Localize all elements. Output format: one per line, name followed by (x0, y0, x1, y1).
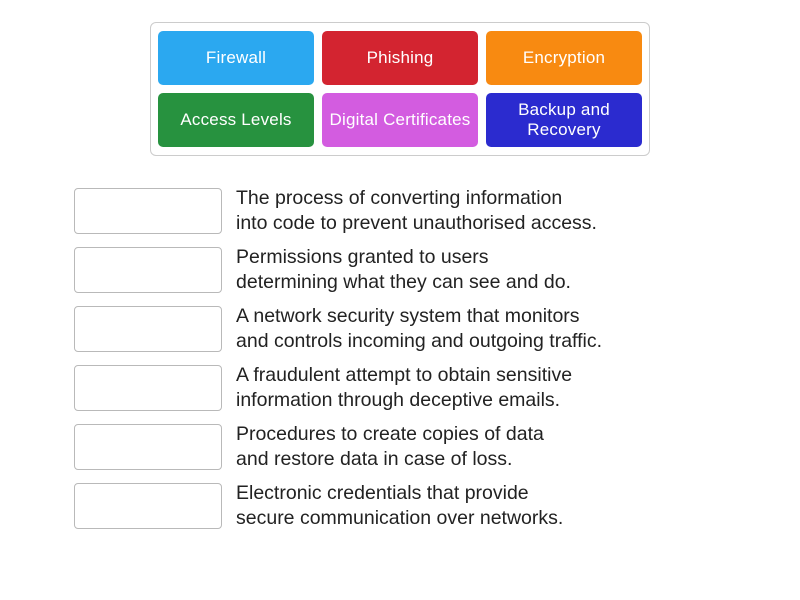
answer-tiles-row-1 (158, 31, 642, 85)
drop-zone-2[interactable] (74, 247, 222, 293)
answer-tile-label: Access Levels (180, 110, 292, 129)
definition-text-4 (236, 363, 572, 413)
definition-line-2: and restore data in case of loss. (236, 448, 513, 470)
list-item (74, 422, 774, 472)
definition-text-1 (236, 186, 597, 236)
definition-line-2: determining what they can see and do. (236, 271, 571, 293)
definition-line-1: The process of converting information (236, 187, 563, 209)
definition-text-6 (236, 481, 563, 531)
answer-tile-label-line-1: Backup and (518, 100, 610, 119)
answer-tile-label: Phishing (366, 48, 434, 67)
answer-tile-label: Firewall (205, 48, 267, 67)
list-item (74, 481, 774, 531)
list-item (74, 186, 774, 236)
definition-list (74, 186, 774, 540)
drop-zone-4[interactable] (74, 365, 222, 411)
answer-tile-phishing[interactable] (322, 31, 478, 85)
definition-line-1: Electronic credentials that provide (236, 482, 529, 504)
drop-zone-5[interactable] (74, 424, 222, 470)
answer-tile-backup-and-recovery[interactable] (486, 93, 642, 147)
definition-line-2: information through deceptive emails. (236, 389, 561, 411)
answer-tile-label (490, 100, 638, 140)
definition-line-1: Permissions granted to users (236, 246, 489, 268)
drop-zone-1[interactable] (74, 188, 222, 234)
answer-tile-digital-certificates[interactable] (322, 93, 478, 147)
definition-line-2: secure communication over networks. (236, 507, 564, 529)
list-item (74, 245, 774, 295)
answer-tiles-tray (150, 22, 650, 156)
drop-zone-6[interactable] (74, 483, 222, 529)
drop-zone-3[interactable] (74, 306, 222, 352)
definition-line-2: into code to prevent unauthorised access. (236, 212, 597, 234)
definition-text-5 (236, 422, 544, 472)
list-item (74, 363, 774, 413)
answer-tile-label: Encryption (522, 48, 606, 67)
definition-line-2: and controls incoming and outgoing traffic. (236, 330, 603, 352)
definition-text-3 (236, 304, 602, 354)
answer-tile-access-levels[interactable] (158, 93, 314, 147)
answer-tile-label (329, 110, 470, 130)
answer-tile-label-line-2: Recovery (527, 120, 601, 139)
answer-tile-label-line-2: Certificates (383, 110, 471, 129)
list-item (74, 304, 774, 354)
answer-tiles-row-2 (158, 93, 642, 147)
definition-line-1: A fraudulent attempt to obtain sensitive (236, 364, 573, 386)
definition-line-1: Procedures to create copies of data (236, 423, 544, 445)
answer-tile-encryption[interactable] (486, 31, 642, 85)
definition-text-2 (236, 245, 571, 295)
answer-tile-label-line-1: Digital (329, 110, 379, 129)
definition-line-1: A network security system that monitors (236, 305, 580, 327)
answer-tile-firewall[interactable] (158, 31, 314, 85)
